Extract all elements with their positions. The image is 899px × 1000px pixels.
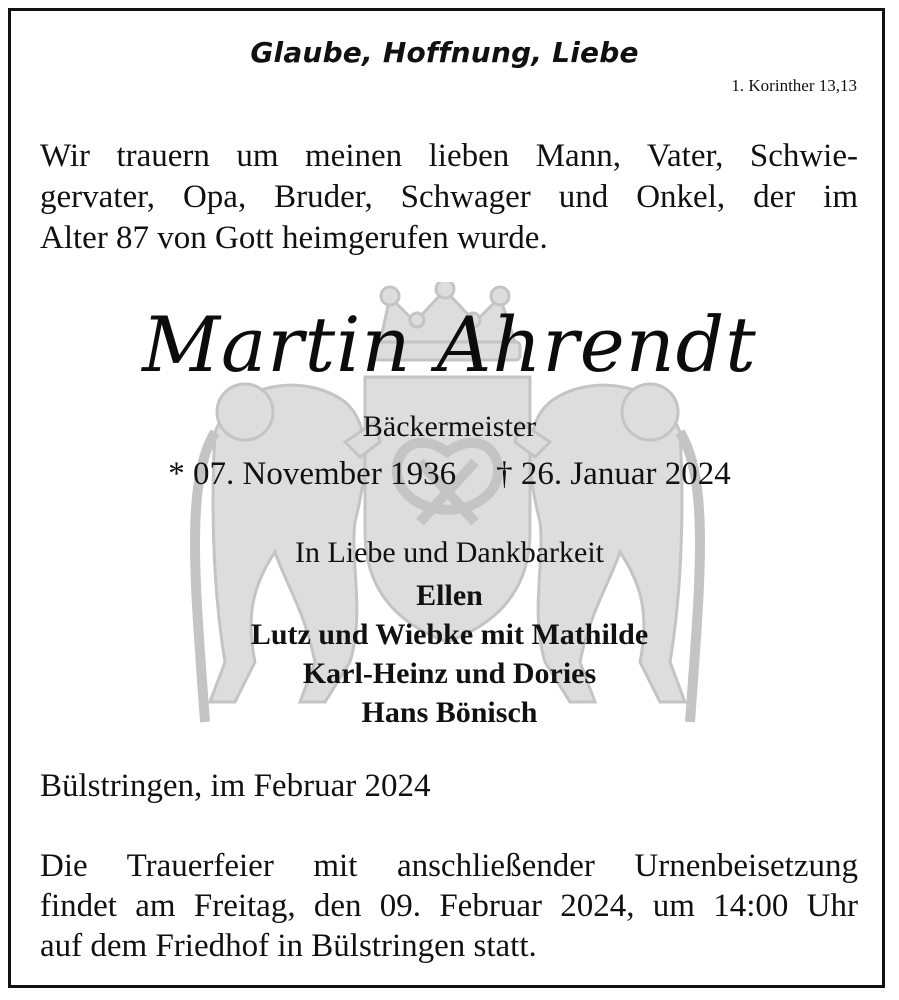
mourners-list	[0, 576, 899, 732]
intro-line: Wir trauern um meinen lieben Mann, Vater, Schwie-	[40, 138, 858, 174]
life-dates	[0, 456, 899, 493]
deceased-name: Martin Ahrendt	[142, 300, 757, 389]
bible-verse-reference: 1. Korinther 13,13	[731, 76, 857, 95]
funeral-line: Die Trauerfeier mit anschließender Urnenbeisetzung	[40, 848, 858, 884]
mourner-name: Lutz und Wiebke mit Mathilde	[250, 618, 649, 651]
motto-heading	[0, 36, 899, 69]
mourner-name: Ellen	[416, 579, 483, 612]
deceased-occupation: Bäckermeister	[362, 410, 537, 443]
mourner-name: Karl-Heinz und Dories	[302, 657, 597, 690]
funeral-line: auf dem Friedhof in Bülstringen statt.	[40, 928, 537, 964]
funeral-notice	[40, 846, 858, 966]
birth-date: * 07. November 1936	[168, 456, 457, 492]
motto-word: Glaube,	[250, 36, 373, 69]
intro-line: Alter 87 von Gott heimgerufen wurde.	[40, 220, 548, 256]
death-date: † 26. Januar 2024	[496, 456, 731, 492]
intro-paragraph	[40, 136, 858, 259]
funeral-line: findet am Freitag, den 09. Februar 2024, um 14:00 Uhr	[40, 888, 858, 924]
motto-word: Hoffnung,	[382, 36, 543, 69]
mourner-name: Hans Bönisch	[361, 696, 538, 729]
intro-line: gervater, Opa, Bruder, Schwager und Onkel, der im	[40, 179, 858, 215]
motto-word: Liebe	[552, 36, 639, 69]
place-and-date: Bülstringen, im Februar 2024	[40, 768, 431, 804]
thanks-line: In Liebe und Dankbarkeit	[294, 536, 605, 569]
